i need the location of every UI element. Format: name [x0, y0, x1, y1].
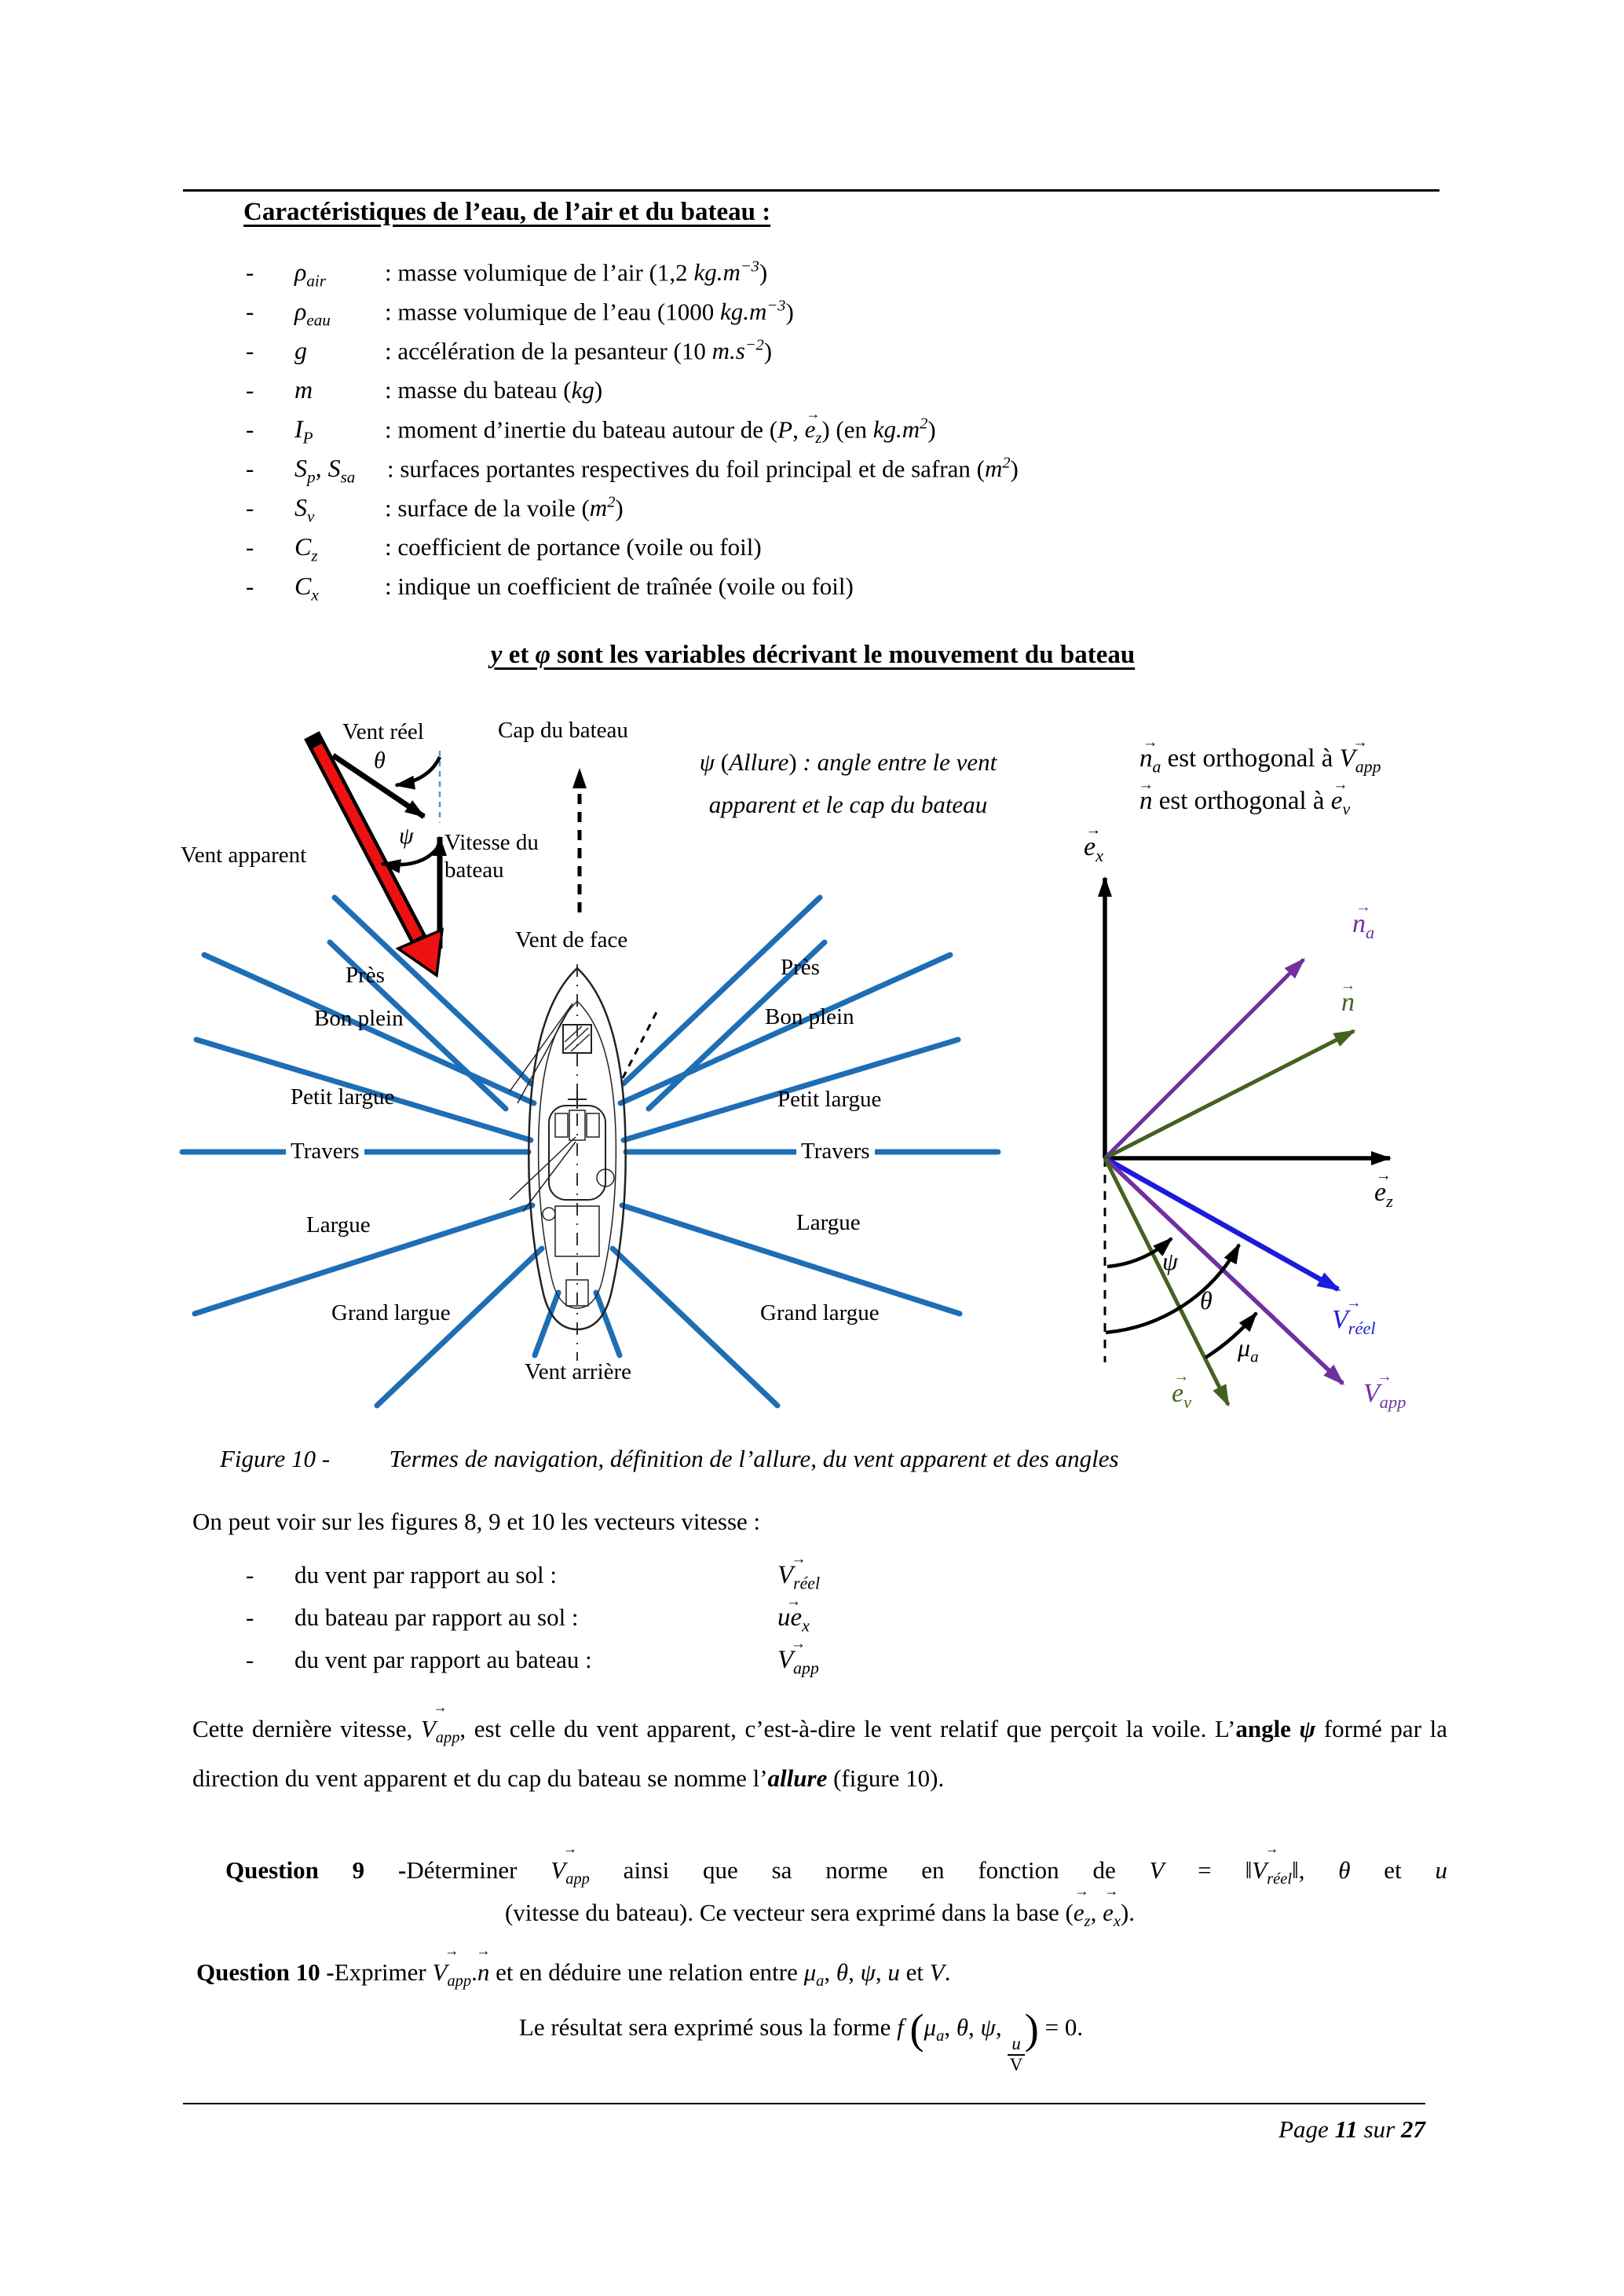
symbol: m — [294, 375, 313, 404]
label-vitesse-bateau: Vitesse du bateau — [444, 830, 539, 883]
symbol-row — [246, 454, 1447, 493]
symbol-row — [246, 415, 1447, 454]
vector-desc: du vent par rapport au sol : — [294, 1561, 558, 1589]
label-bon-plein-right: Bon plein — [765, 1004, 854, 1029]
bullet-dash: - — [246, 337, 254, 364]
footer-page-number — [192, 2115, 1425, 2144]
bullet-dash: - — [246, 455, 254, 482]
label-ev: → $e_v$ — [1172, 1379, 1191, 1413]
symbol: $I_P$ — [294, 415, 313, 448]
question-9-line2: (vitesse du bateau). Ce vecteur sera exprimé dans la base (→ $e_z$, → $e_x$). — [192, 1892, 1447, 1942]
label-bon-plein-left: Bon plein — [314, 1006, 404, 1031]
label-largue-left: Largue — [306, 1212, 371, 1238]
bullet-dash: - — [246, 533, 254, 561]
question-9-label: Question 9 - — [225, 1856, 407, 1884]
line-grand-largue-left — [377, 1249, 542, 1406]
footer-page-word: Page — [1278, 2115, 1329, 2143]
paragraph-intro: On peut voir sur les figures 8, 9 et 10 les vecteurs vitesse : — [192, 1508, 761, 1535]
symbol: $S_p$, $S_{sa}$ — [294, 454, 356, 487]
symbol: g — [294, 336, 307, 364]
symbols-list — [246, 258, 1447, 611]
question-10-text: Exprimer → $V_{app}.\to n$ et en déduire une relation entre $\mu_a$, θ, ψ, u et V. — [335, 1958, 951, 1986]
bullet-dash: - — [246, 572, 254, 600]
symbol-desc: : masse volumique de l’air (1,2 $kg.m^{-3}$) — [385, 258, 768, 286]
question-10-label: Question 10 - — [196, 1958, 335, 1986]
label-vapp: → $V_{app}$ — [1363, 1379, 1406, 1413]
figure-caption-text: Termes de navigation, définition de l’allure, du vent apparent et des angles — [389, 1445, 1119, 1472]
vector-row — [246, 1646, 1424, 1688]
label-theta-2: θ — [1200, 1286, 1213, 1314]
label-travers-right: Travers — [796, 1138, 875, 1165]
label-largue-right: Largue — [796, 1210, 861, 1235]
symbol-row — [246, 572, 1447, 611]
label-vent-reel: Vent réel — [342, 719, 424, 744]
vector-symbol: → $V_{réel}$ — [777, 1561, 820, 1594]
label-psi-2: ψ — [1162, 1247, 1178, 1275]
label-pres-right: Près — [781, 955, 820, 980]
allure-note: ψ (Allure) : angle entre le vent apparent et le cap du bateau — [699, 748, 997, 818]
footer-page-total: 27 — [1401, 2115, 1425, 2143]
vector-symbol: → $V_{app}$ — [777, 1646, 819, 1679]
symbol: $\rho_{air}$ — [294, 258, 326, 291]
symbol-row — [246, 258, 1447, 297]
footer-sur-word: sur — [1363, 2115, 1395, 2143]
line-largue-right — [622, 1205, 960, 1314]
bullet-dash: - — [246, 1561, 254, 1589]
question-10-line2: Le résultat sera exprimé sous la forme f ($\mu_a$, θ, ψ, $\frac{u}{V}$ ) = 0. — [518, 2005, 1084, 2075]
vector-desc: du bateau par rapport au sol : — [294, 1603, 579, 1631]
theta-arc — [396, 757, 440, 785]
vectors-list — [246, 1561, 1424, 1688]
bullet-dash: - — [246, 1646, 254, 1673]
figure-10 — [181, 707, 1453, 1425]
vector-row — [246, 1561, 1424, 1603]
symbol-row — [246, 297, 1447, 336]
paragraph-vent-apparent: Cette dernière vitesse, → $V_{app}$, est celle du vent apparent, c’est-à-dire le vent relatif que perçoit la voile. L’angle ψ formé par la direction du vent apparent et du cap du bateau se nomme l’allure (figure 10). — [192, 1709, 1447, 1799]
label-vent-de-face: Vent de face — [515, 927, 628, 952]
boat-drawing — [510, 968, 626, 1329]
vector-symbol: → $ue_x$ — [777, 1603, 810, 1636]
bullet-dash: - — [246, 415, 254, 443]
vector-desc: du vent par rapport au bateau : — [294, 1646, 592, 1673]
page-title: Caractéristiques de l’eau, de l’air et du bateau : — [243, 198, 771, 226]
label-grand-largue-right: Grand largue — [760, 1300, 880, 1325]
label-ex: → $e_x$ — [1084, 832, 1103, 866]
symbol: $\rho_{eau}$ — [294, 297, 331, 330]
symbol-desc: : surfaces portantes respectives du foil principal et de safran $(m^2)$ — [387, 454, 1019, 482]
question-10-line1 — [196, 1952, 1451, 2002]
bullet-dash: - — [246, 1603, 254, 1631]
label-petit-largue-left: Petit largue — [291, 1084, 395, 1110]
n-vector — [1105, 1031, 1354, 1158]
label-pres-left: Près — [346, 963, 385, 988]
symbol: $C_z$ — [294, 532, 318, 565]
bullet-dash: - — [246, 494, 254, 521]
symbol-row — [246, 375, 1447, 415]
boom-1 — [510, 1137, 576, 1200]
symbol-desc: : coefficient de portance (voile ou foil) — [385, 533, 762, 561]
label-vreel: → $V_{réel}$ — [1332, 1305, 1376, 1339]
symbol-row — [246, 532, 1447, 572]
label-ez: → $e_z$ — [1374, 1178, 1393, 1212]
label-cap-bateau: Cap du bateau — [498, 718, 628, 743]
symbol-desc: : accélération de la pesanteur (10 $m.s^{-2}$) — [385, 336, 773, 364]
label-psi: ψ — [399, 823, 414, 849]
line-grand-largue-right — [613, 1249, 777, 1406]
symbol-desc: : moment d’inertie du bateau autour de (P, → $e_z$) (en $kg.m^2$) — [385, 415, 1447, 448]
na-vector — [1105, 960, 1304, 1158]
variables-heading — [181, 641, 1445, 670]
symbol-row — [246, 493, 1447, 532]
winch-left — [543, 1208, 555, 1220]
label-travers-left: Travers — [286, 1138, 364, 1165]
symbol-desc: : masse du bateau (kg) — [385, 376, 603, 404]
label-vent-arriere: Vent arrière — [525, 1359, 632, 1384]
note-n-orthogonal: → n est orthogonal à → $e_v$ — [1139, 787, 1350, 820]
label-petit-largue-right: Petit largue — [777, 1087, 882, 1112]
footer-page-current: 11 — [1334, 2115, 1358, 2143]
figure-caption-label: Figure 10 - — [220, 1445, 331, 1472]
bullet-dash: - — [246, 376, 254, 404]
label-theta: θ — [374, 748, 386, 773]
vector-row — [246, 1603, 1424, 1646]
label-grand-largue-left: Grand largue — [331, 1300, 451, 1325]
footer-rule — [183, 2103, 1425, 2104]
window-right — [587, 1113, 599, 1137]
symbol-desc: : indique un coefficient de traînée (voile ou foil) — [385, 572, 854, 600]
symbol: $S_v$ — [294, 493, 315, 526]
variables-heading-text: y et φ sont les variables décrivant le mouvement du bateau — [490, 641, 1136, 669]
label-na: → $n_a$ — [1352, 909, 1374, 943]
bullet-dash: - — [246, 298, 254, 325]
symbol-desc: : masse volumique de l’eau (1000 $kg.m^{-3}$) — [385, 297, 794, 325]
label-mua: $\mu_a$ — [1238, 1333, 1259, 1366]
symbol: $C_x$ — [294, 572, 319, 605]
top-rule — [183, 189, 1439, 192]
bullet-dash: - — [246, 258, 254, 286]
note-na-orthogonal: → $n_a$ est orthogonal à → $V_{app}$ — [1139, 744, 1381, 777]
symbol-row — [246, 336, 1447, 375]
figure-caption — [220, 1445, 1119, 1473]
window-left — [555, 1113, 568, 1137]
symbol-desc: : surface de la voile $(m^2)$ — [385, 493, 624, 521]
question-9-text: Déterminer → $V_{app}$ ainsi que sa norme en fonction de V = ‖→ $V_{réel}‖$, θ et u — [406, 1856, 1447, 1884]
label-vent-apparent: Vent apparent — [181, 843, 307, 868]
label-n: → n — [1341, 988, 1355, 1018]
